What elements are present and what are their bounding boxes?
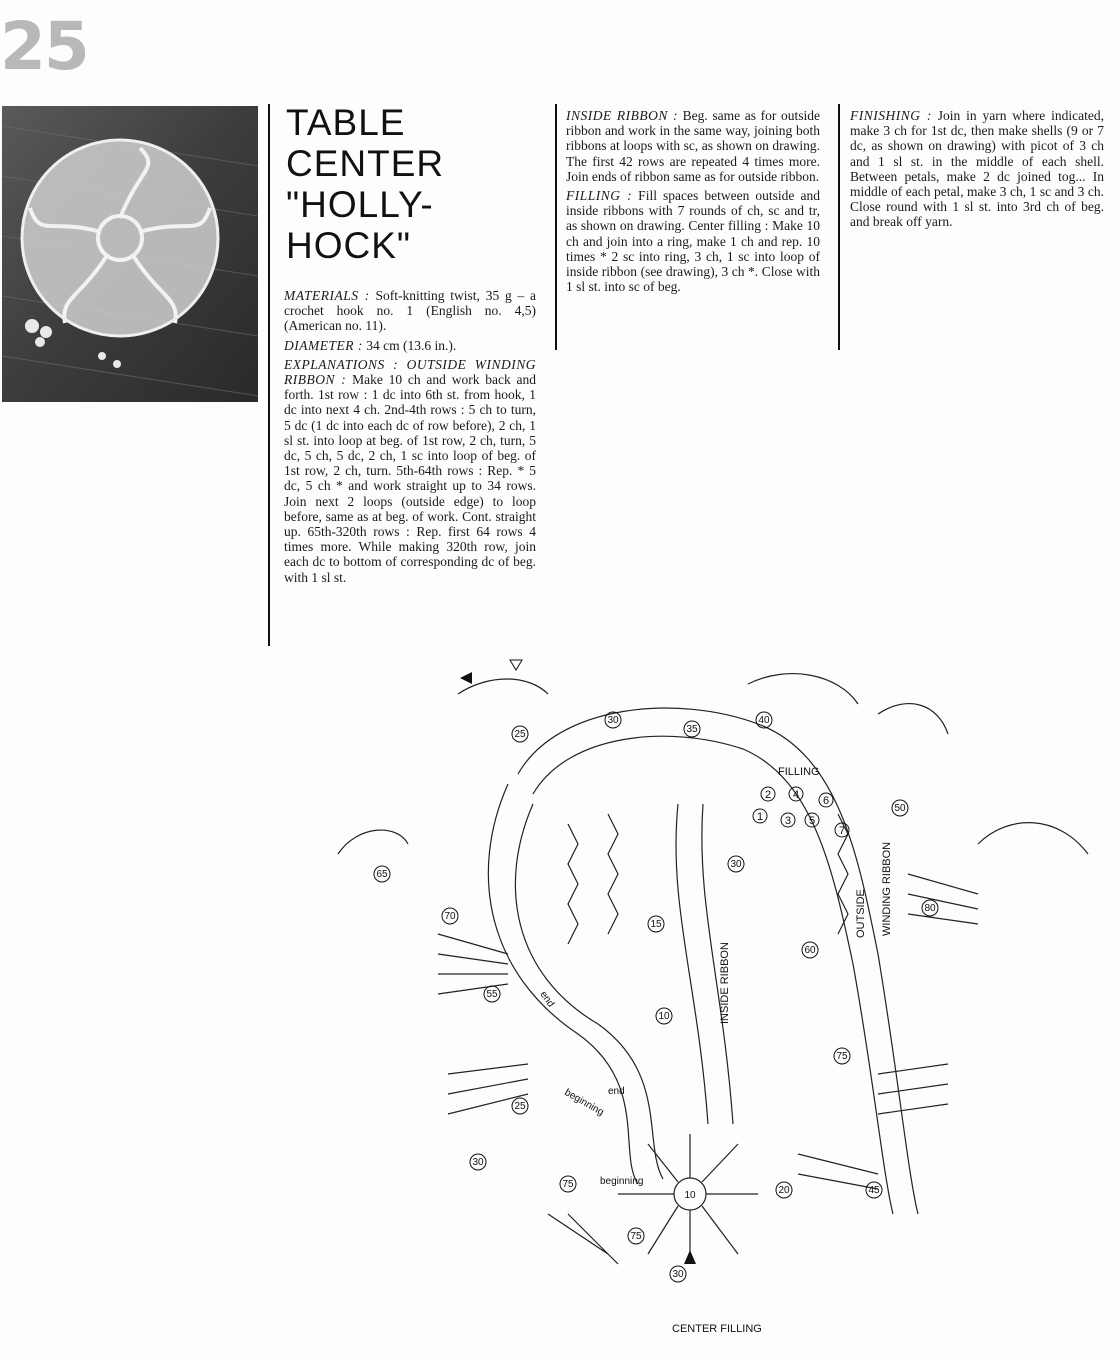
- row-marker: [756, 712, 772, 728]
- row-marker: [684, 721, 700, 737]
- diameter-paragraph: [284, 338, 536, 353]
- svg-text:30: 30: [472, 1157, 484, 1168]
- filling-text: Fill spaces between outside and inside ribbons with 7 rounds of ch, sc and tr, as shown on drawing. Center filling : Make 10 ch and join into a ring, make 1 ch and rep. 10 times * 2 sc into ring, 3 ch, 1 sc into loop of inside ribbon (see drawing), 3 ch *. Close with 1 sl st. into sc of beg.: [566, 188, 820, 295]
- row-marker: [802, 942, 818, 958]
- svg-text:5: 5: [808, 815, 816, 827]
- title-line: HOCK": [286, 225, 412, 266]
- instructions-column-2: [566, 108, 820, 298]
- row-marker: [470, 1154, 486, 1170]
- explanations-paragraph: [284, 357, 536, 585]
- svg-text:15: 15: [650, 919, 662, 930]
- join-arrow-outline: [510, 660, 522, 670]
- row-marker: [834, 1048, 850, 1064]
- inside-ribbon-label: INSIDE RIBBON: [719, 942, 731, 1024]
- svg-text:35: 35: [686, 724, 698, 735]
- round-marker: [753, 809, 767, 823]
- row-marker: [560, 1176, 576, 1192]
- svg-text:10: 10: [684, 1190, 696, 1201]
- row-marker: [670, 1266, 686, 1282]
- svg-text:25: 25: [514, 729, 526, 740]
- svg-text:30: 30: [730, 859, 742, 870]
- svg-text:2: 2: [764, 789, 772, 801]
- svg-text:40: 40: [758, 715, 770, 726]
- svg-text:50: 50: [894, 803, 906, 814]
- svg-text:4: 4: [792, 789, 800, 801]
- finishing-label: FINISHING :: [850, 108, 932, 123]
- instructions-column-3: [850, 108, 1104, 234]
- row-marker: [728, 856, 744, 872]
- inside-ribbon-label: INSIDE RIBBON :: [566, 108, 678, 123]
- row-marker: [512, 1098, 528, 1114]
- inside-ribbon-text: Beg. same as for outside ribbon and work in the same way, joining both ribbons at loops with sc, as shown on drawing. The first 42 rows are repeated 4 times more. Join ends of ribbon same as for outside ribbon.: [566, 108, 821, 184]
- inside-ribbon-paragraph: [566, 108, 820, 184]
- beginning-label: beginning: [562, 1087, 606, 1119]
- round-marker: [761, 787, 775, 801]
- doily-photo: [2, 106, 258, 402]
- column-rule-3: [838, 104, 840, 350]
- svg-text:7: 7: [838, 825, 846, 837]
- diameter-label: DIAMETER :: [284, 337, 363, 353]
- row-marker: [628, 1228, 644, 1244]
- column-rule-2: [555, 104, 557, 350]
- materials-text: Soft-knitting twist, 35 g – a crochet hook no. 1 (English no. 4,5) (American no. 11).: [284, 288, 536, 334]
- row-marker: [684, 1190, 696, 1201]
- filling-label: FILLING :: [566, 188, 633, 204]
- beginning-label: beginning: [600, 1176, 644, 1187]
- title-line: TABLE: [286, 102, 406, 143]
- svg-text:70: 70: [444, 911, 456, 922]
- title-line: CENTER: [286, 143, 445, 184]
- row-marker: [484, 986, 500, 1002]
- svg-text:80: 80: [924, 903, 936, 914]
- instructions-column-1: [284, 288, 536, 589]
- svg-text:75: 75: [562, 1179, 574, 1190]
- filling-paragraph: [566, 188, 820, 294]
- end-label: end: [608, 1086, 625, 1097]
- svg-text:55: 55: [486, 989, 498, 1000]
- round-marker: [805, 813, 819, 827]
- outside-label: OUTSIDE: [855, 889, 867, 938]
- crochet-diagram: [318, 654, 1104, 1340]
- svg-text:1: 1: [756, 811, 764, 823]
- winding-ribbon-label: WINDING RIBBON: [881, 841, 893, 936]
- finishing-paragraph: [850, 108, 1104, 230]
- svg-text:30: 30: [672, 1269, 684, 1280]
- row-marker: [922, 900, 938, 916]
- svg-text:60: 60: [804, 945, 816, 956]
- row-marker: [776, 1182, 792, 1198]
- round-marker: [781, 813, 795, 827]
- page-number: 25: [0, 8, 88, 85]
- svg-text:65: 65: [376, 869, 388, 880]
- row-marker: [866, 1182, 882, 1198]
- svg-text:75: 75: [630, 1231, 642, 1242]
- row-marker: [892, 800, 908, 816]
- explanations-text: Make 10 ch and work back and forth. 1st row : 1 dc into 6th st. from hook, 1 dc into next 4 ch. 2nd-4th rows : 5 ch to turn, 5 dc (1 dc into each dc of row before), 2 ch, 1 sl st. into loop at beg. of 1st row, 2 ch, turn, 5 dc, 5 ch, 5 dc, 2 ch, 1 sc into loop of beg. of 1st row, 2 ch, turn. 5th-64th rows : Rep. * 5 dc, 5 ch * and work straight up to 34 rows. Join next 2 loops (outside edge) to loop before, same as at beg. of work. Cont. straight up. 65th-320th rows : Rep. first 64 rows 4 times more. While making 320th row, join each dc to bottom of corresponding dc of beg. with 1 sl st.: [284, 372, 536, 585]
- title-line: "HOLLY-: [286, 184, 434, 225]
- end-label: end: [537, 989, 557, 1010]
- row-marker: [605, 712, 621, 728]
- row-marker: [648, 916, 664, 932]
- row-marker: [374, 866, 390, 882]
- join-arrow-filled: [460, 672, 472, 684]
- center-arrow: [684, 1250, 696, 1264]
- row-marker: [512, 726, 528, 742]
- svg-text:30: 30: [607, 715, 619, 726]
- svg-text:75: 75: [836, 1051, 848, 1062]
- svg-text:10: 10: [658, 1011, 670, 1022]
- svg-text:6: 6: [822, 795, 830, 807]
- column-rule-1: [268, 104, 270, 646]
- row-marker: [442, 908, 458, 924]
- row-marker: [656, 1008, 672, 1024]
- svg-text:45: 45: [868, 1185, 880, 1196]
- diameter-text: 34 cm (13.6 in.).: [362, 337, 457, 353]
- svg-text:25: 25: [514, 1101, 526, 1112]
- svg-text:3: 3: [784, 815, 792, 827]
- materials-label: MATERIALS :: [284, 288, 370, 303]
- pattern-title: [286, 102, 536, 266]
- filling-label: FILLING: [778, 766, 820, 778]
- finishing-text: Join in yarn where indicated, make 3 ch for 1st dc, then make shells (9 or 7 dc, as shown on drawing) with picot of 3 ch and 1 sl st. in the middle of each shell. Between petals, make 2 dc joined tog... In middle of each petal, make 3 ch, 1 sc and 3 ch. Close round with 1 sl st. into 3rd ch of beg. and break off yarn.: [850, 108, 1104, 230]
- svg-text:20: 20: [778, 1185, 790, 1196]
- materials-paragraph: [284, 288, 536, 334]
- round-marker: [789, 787, 803, 801]
- explanations-label: EXPLANATIONS : OUTSIDE WINDING RIBBON :: [284, 356, 536, 388]
- round-marker: [819, 793, 833, 807]
- center-filling-label: CENTER FILLING: [672, 1323, 762, 1335]
